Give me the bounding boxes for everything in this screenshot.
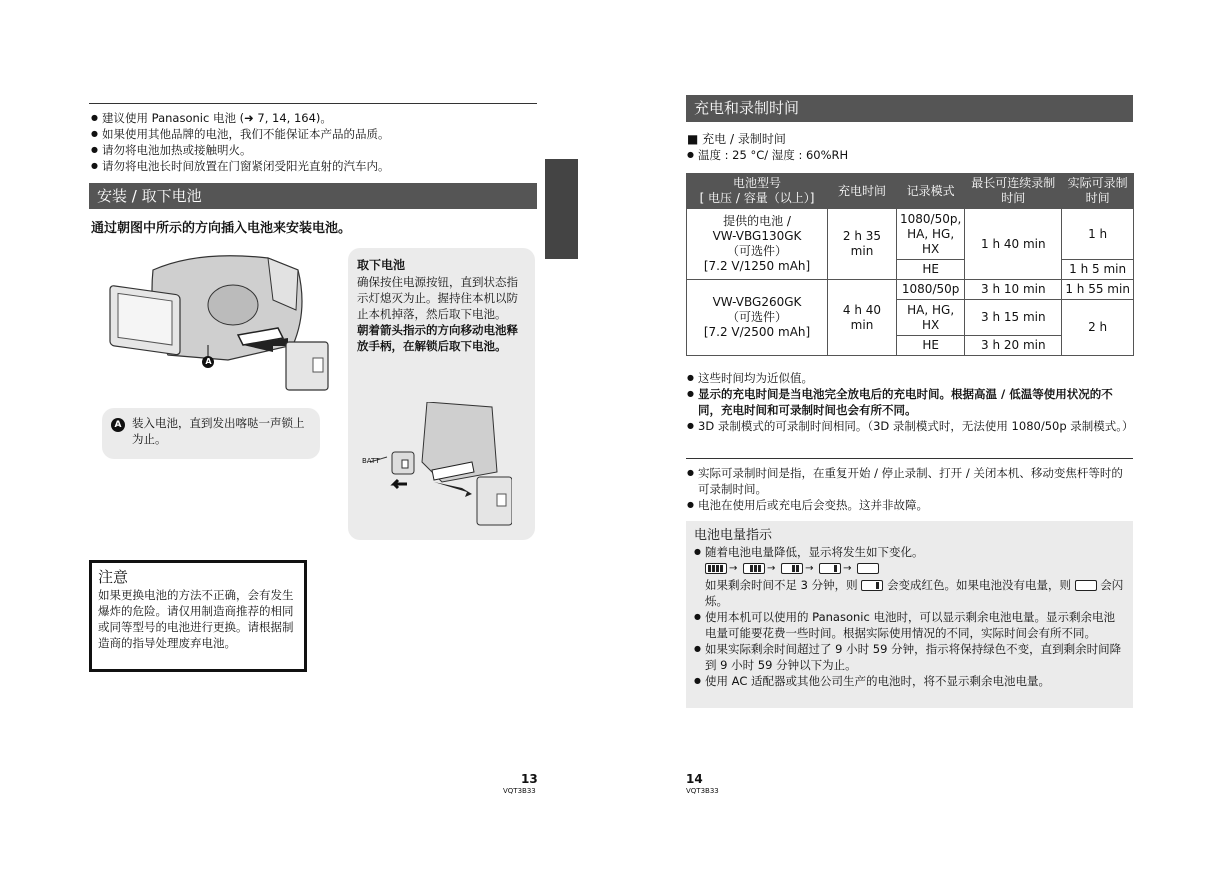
battery-3-bars-icon [743,563,765,574]
caution-text: 如果更换电池的方法不正确，会有发生爆炸的危险。请仅用制造商推荐的相同或同等型号的电池进行更换。请根据制造商的指导处理废弃电池。 [98,588,294,650]
table-cell: 1 h 5 min [1062,260,1134,280]
battery-empty-icon [857,563,879,574]
install-intro: 通过朝图中所示的方向插入电池来安装电池。 [91,221,352,236]
list-item: ● 建议使用 Panasonic 电池 (➜ 7, 14, 164)。 [91,110,537,126]
table-cell: 2 h 35 min [828,209,897,280]
table-cell: 3 h 15 min [965,300,1062,336]
section-title-install: 安装 / 取下电池 [89,183,537,209]
indicator-red-c: 会闪烁。 [705,577,1124,608]
indicator-red-b: 会变成红色。如果电池没有电量，则 [886,577,1071,592]
caution-title: 注意 [98,568,129,586]
model-code-right: VQT3B33 [686,787,719,795]
subhead-charge: ■ 充电 / 录制时间 [687,132,786,146]
table-cell: 3 h 20 min [965,336,1062,356]
list-item: ● 温度 : 25 °C/ 湿度 : 60%RH [687,147,1127,163]
table-cell: HA, HG, HX [897,300,965,336]
table-cell: VW-VBG260GK （可选件） [7.2 V/2500 mAh] [687,280,828,356]
list-item: ● 请勿将电池长时间放置在门窗紧闭受阳光直射的汽车内。 [91,158,537,174]
list-item: ● 使用 AC 适配器或其他公司生产的电池时，将不显示剩余电池电量。 [694,673,1124,689]
caption-a-box [102,408,320,459]
table-cell: 1 h [1062,209,1134,260]
notes-list-2 [687,465,1133,513]
table-header: 最长可连续录制时间 [965,174,1062,209]
table-cell: HE [897,260,965,280]
section-title-charge: 充电和录制时间 [686,95,1133,122]
battery-level-sequence [705,561,879,575]
caution-box [89,560,307,672]
table-header: 充电时间 [828,174,897,209]
indicator-red-a: 如果剩余时间不足 3 分钟，则 [705,577,858,592]
table-cell: 1 h 40 min [965,209,1062,280]
divider [686,458,1133,459]
list-item: ● 这些时间均为近似值。 [687,370,1133,386]
intro-bullets [91,110,537,174]
table-cell: 4 h 40 min [828,280,897,356]
camera-insert-illustration [108,250,338,395]
arrow-right-icon: → [843,562,852,574]
top-rule [89,103,537,104]
indicator-bullet-text: 随着电池电量降低，显示将发生如下变化。 [705,545,924,559]
list-item: ● 如果使用其他品牌的电池，我们不能保证本产品的品质。 [91,126,537,142]
label-a: A [205,357,212,366]
table-header: 电池型号 [ 电压 / 容量（以上）] [687,174,828,209]
table-cell: HE [897,336,965,356]
notes-list-1 [687,370,1133,434]
page-number-right: 14 [686,772,703,786]
batt-label: BATT [362,457,380,465]
table-cell: 1080/50p [897,280,965,300]
remove-title: 取下电池 [357,258,406,272]
condition-list [687,147,1127,163]
table-cell: 提供的电池 / VW-VBG130GK （可选件） [7.2 V/1250 mAh] [687,209,828,280]
label-a-icon: A [111,418,125,432]
list-item: ● 使用本机可以使用的 Panasonic 电池时，可以显示剩余电池电量。显示剩余电池电量可能要花费一些时间。根据实际使用情况的不同，实际时间会有所不同。 [694,609,1124,641]
list-item [694,544,1124,609]
remove-text: 确保按住电源按钮，直到状态指示灯熄灭为止。握持住本机以防止本机掉落，然后取下电池。 [357,275,518,321]
table-cell: 2 h [1062,300,1134,356]
camera-remove-illustration [362,402,512,527]
battery-1-bar-icon [819,563,841,574]
battery-full-icon [705,563,727,574]
table-cell: 3 h 10 min [965,280,1062,300]
list-item: ● 实际可录制时间是指，在重复开始 / 停止录制、打开 / 关闭本机、移动变焦杆等时的可录制时间。 [687,465,1133,497]
list-item: ● 如果实际剩余时间超过了 9 小时 59 分钟，指示将保持绿色不变，直到剩余时间降到 9 小时 59 分钟以下为止。 [694,641,1124,673]
battery-1-bar-icon [861,580,883,591]
list-item: ● 请勿将电池加热或接触明火。 [91,142,537,158]
arrow-right-icon: → [767,562,776,574]
indicator-list [694,544,1124,689]
arrow-right-icon: → [729,562,738,574]
table-cell: 1080/50p, HA, HG, HX [897,209,965,260]
battery-indicator-box [686,521,1133,708]
list-item: ● 3D 录制模式的可录制时间相同。（3D 录制模式时，无法使用 1080/50p 录制模式。） [687,418,1133,434]
table-header: 实际可录制时间 [1062,174,1134,209]
page-number-left: 13 [521,772,538,786]
battery-empty-icon [1075,580,1097,591]
arrow-right-icon: → [805,562,814,574]
list-item: ● 电池在使用后或充电后会变热。这并非故障。 [687,497,1133,513]
model-code-left: VQT3B33 [503,787,536,795]
charge-time-table [686,173,1134,356]
page-tab [545,159,578,259]
table-header: 记录模式 [897,174,965,209]
indicator-title: 电池电量指示 [694,528,773,543]
remove-bold-text: 朝着箭头指示的方向移动电池释放手柄，在解锁后取下电池。 [357,323,518,353]
battery-2-bars-icon [781,563,803,574]
list-item: ● 显示的充电时间是当电池完全放电后的充电时间。根据高温 / 低温等使用状况的不同，充电时间和可录制时间也会有所不同。 [687,386,1133,418]
table-cell: 1 h 55 min [1062,280,1134,300]
caption-a-text: 装入电池，直到发出喀哒一声锁上为止。 [132,416,305,446]
